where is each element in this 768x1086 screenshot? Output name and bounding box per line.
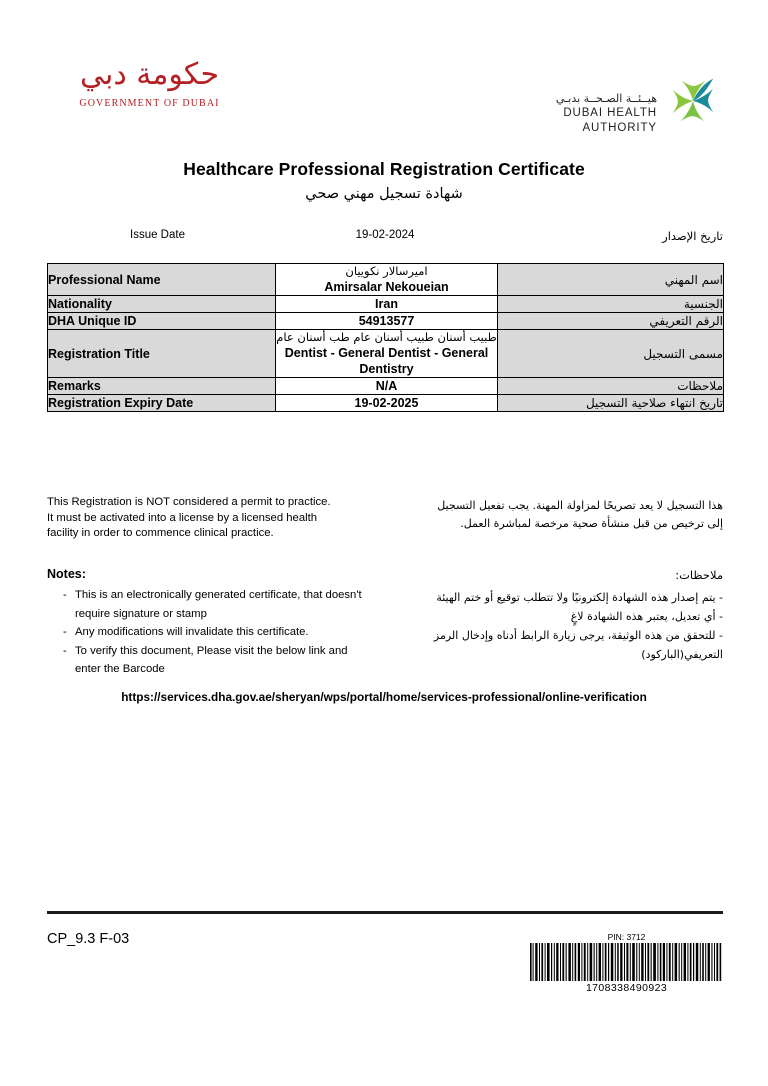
row-value-nationality: [276, 296, 498, 313]
dha-english-label: DUBAI HEALTH AUTHORITY: [563, 107, 657, 134]
government-of-dubai-logo: [62, 55, 237, 109]
row-value-remarks: [276, 378, 498, 395]
row-label-registration-expiry-date: Registration Expiry Date: [48, 395, 276, 412]
row-value-registration-title: [276, 330, 498, 378]
row-label-nationality: Nationality: [48, 296, 276, 313]
table-row: [48, 330, 724, 378]
notes-list: [63, 586, 363, 679]
row-label-remarks: Remarks: [48, 378, 276, 395]
value-english: Dentist - General Dentist - General Dentistry: [284, 346, 489, 376]
note-item-text: This is an electronically generated certificate, that doesn't require signature or stamp: [75, 589, 362, 620]
notes-heading: Notes:: [47, 567, 86, 581]
value-arabic: اميرسالار نكوييان: [345, 264, 428, 278]
page-title: Healthcare Professional Registration Certificate: [183, 159, 585, 179]
note-item: [63, 586, 363, 623]
online-verification-link[interactable]: https://services.dha.gov.ae/sheryan/wps/portal/home/services-professional/online-verification: [121, 690, 647, 704]
note-item-arabic: - أي تعديل، يعتبر هذه الشهادة لاغٍ: [570, 610, 723, 623]
value-english: Iran: [375, 297, 398, 311]
page-title-arabic: شهادة تسجيل مهني صحي: [305, 186, 463, 202]
note-item-arabic: - يتم إصدار هذه الشهادة إلكترونيًا ولا تتطلب توقيع أو ختم الهيئة: [436, 591, 723, 604]
disclaimer-text-arabic: هذا التسجيل لا يعد تصريحًا لمزاولة المهنة. يجب تفعيل التسجيل إلى ترخيص من قبل منشأة صحية مرخصة لمباشرة العمل.: [437, 499, 723, 530]
row-label-arabic-nationality: الجنسية: [498, 296, 724, 313]
barcode-icon: [530, 943, 723, 981]
note-item: [63, 623, 363, 642]
note-item-arabic: - للتحقق من هذه الوثيقة، يرجى زيارة الرابط أدناه وإدخال الرمز التعريفي(الباركود): [433, 629, 723, 661]
dha-logo-text: [487, 91, 657, 136]
barcode-pin-label: PIN: 3712: [607, 932, 646, 942]
issue-date-row: [47, 229, 723, 249]
dash-icon: -: [63, 644, 67, 657]
dubai-arabic-calligraphy-icon: حكومة دبي: [79, 57, 219, 92]
note-item-text: To verify this document, Please visit the below link and enter the Barcode: [75, 644, 348, 675]
row-label-arabic-professional-name: اسم المهني: [498, 264, 724, 296]
table-row: [48, 264, 724, 296]
issue-date-label-arabic: تاريخ الإصدار: [662, 229, 723, 243]
value-english: 19-02-2025: [354, 396, 419, 410]
row-label-professional-name: Professional Name: [48, 264, 276, 296]
table-row: [48, 296, 724, 313]
document-header: [47, 55, 723, 140]
row-label-arabic-dha-unique-id: الرقم التعريفي: [498, 313, 724, 330]
row-label-arabic-remarks: ملاحظات: [498, 378, 724, 395]
footer-divider: [47, 911, 723, 914]
table-row: [48, 313, 724, 330]
dash-icon: -: [63, 589, 67, 601]
row-value-registration-expiry-date: [276, 395, 498, 412]
barcode-number-label: 1708338490923: [585, 982, 668, 994]
value-english: 54913577: [358, 314, 415, 328]
dha-arabic-label: هيــئــة الصـحــة بدبـي: [555, 92, 657, 105]
row-label-arabic-registration-expiry-date: تاريخ انتهاء صلاحية التسجيل: [498, 395, 724, 412]
table-row: [48, 395, 724, 412]
note-item: [63, 642, 363, 679]
dubai-health-authority-logo: [483, 73, 723, 135]
row-value-professional-name: [276, 264, 498, 296]
issue-date-label: Issue Date: [130, 229, 185, 241]
notes-list-arabic: [403, 588, 723, 664]
disclaimer-text: This Registration is NOT considered a permit to practice. It must be activated into a license by a licensed health facility in order to commence clinical practice.: [47, 496, 331, 539]
form-code-label: CP_9.3 F-03: [47, 931, 130, 947]
government-of-dubai-label: GOVERNMENT OF DUBAI: [79, 98, 220, 109]
row-value-dha-unique-id: [276, 313, 498, 330]
value-arabic: طبيب أسنان طبيب أسنان عام طب أسنان عام: [276, 330, 497, 344]
row-label-arabic-registration-title: مسمى التسجيل: [498, 330, 724, 378]
dha-star-icon: [665, 73, 721, 129]
value-english: Amirsalar Nekoueian: [324, 280, 449, 294]
row-label-registration-title: Registration Title: [48, 330, 276, 378]
dash-icon: -: [63, 626, 67, 638]
issue-date-value: 19-02-2024: [355, 229, 415, 241]
note-item-text: Any modifications will invalidate this certificate.: [75, 626, 309, 638]
row-label-dha-unique-id: DHA Unique ID: [48, 313, 276, 330]
notes-heading-arabic: ملاحظات:: [675, 568, 723, 582]
value-english: N/A: [375, 379, 398, 393]
table-row: [48, 378, 724, 395]
certificate-details-table: [47, 263, 724, 412]
barcode-block: [530, 932, 723, 994]
